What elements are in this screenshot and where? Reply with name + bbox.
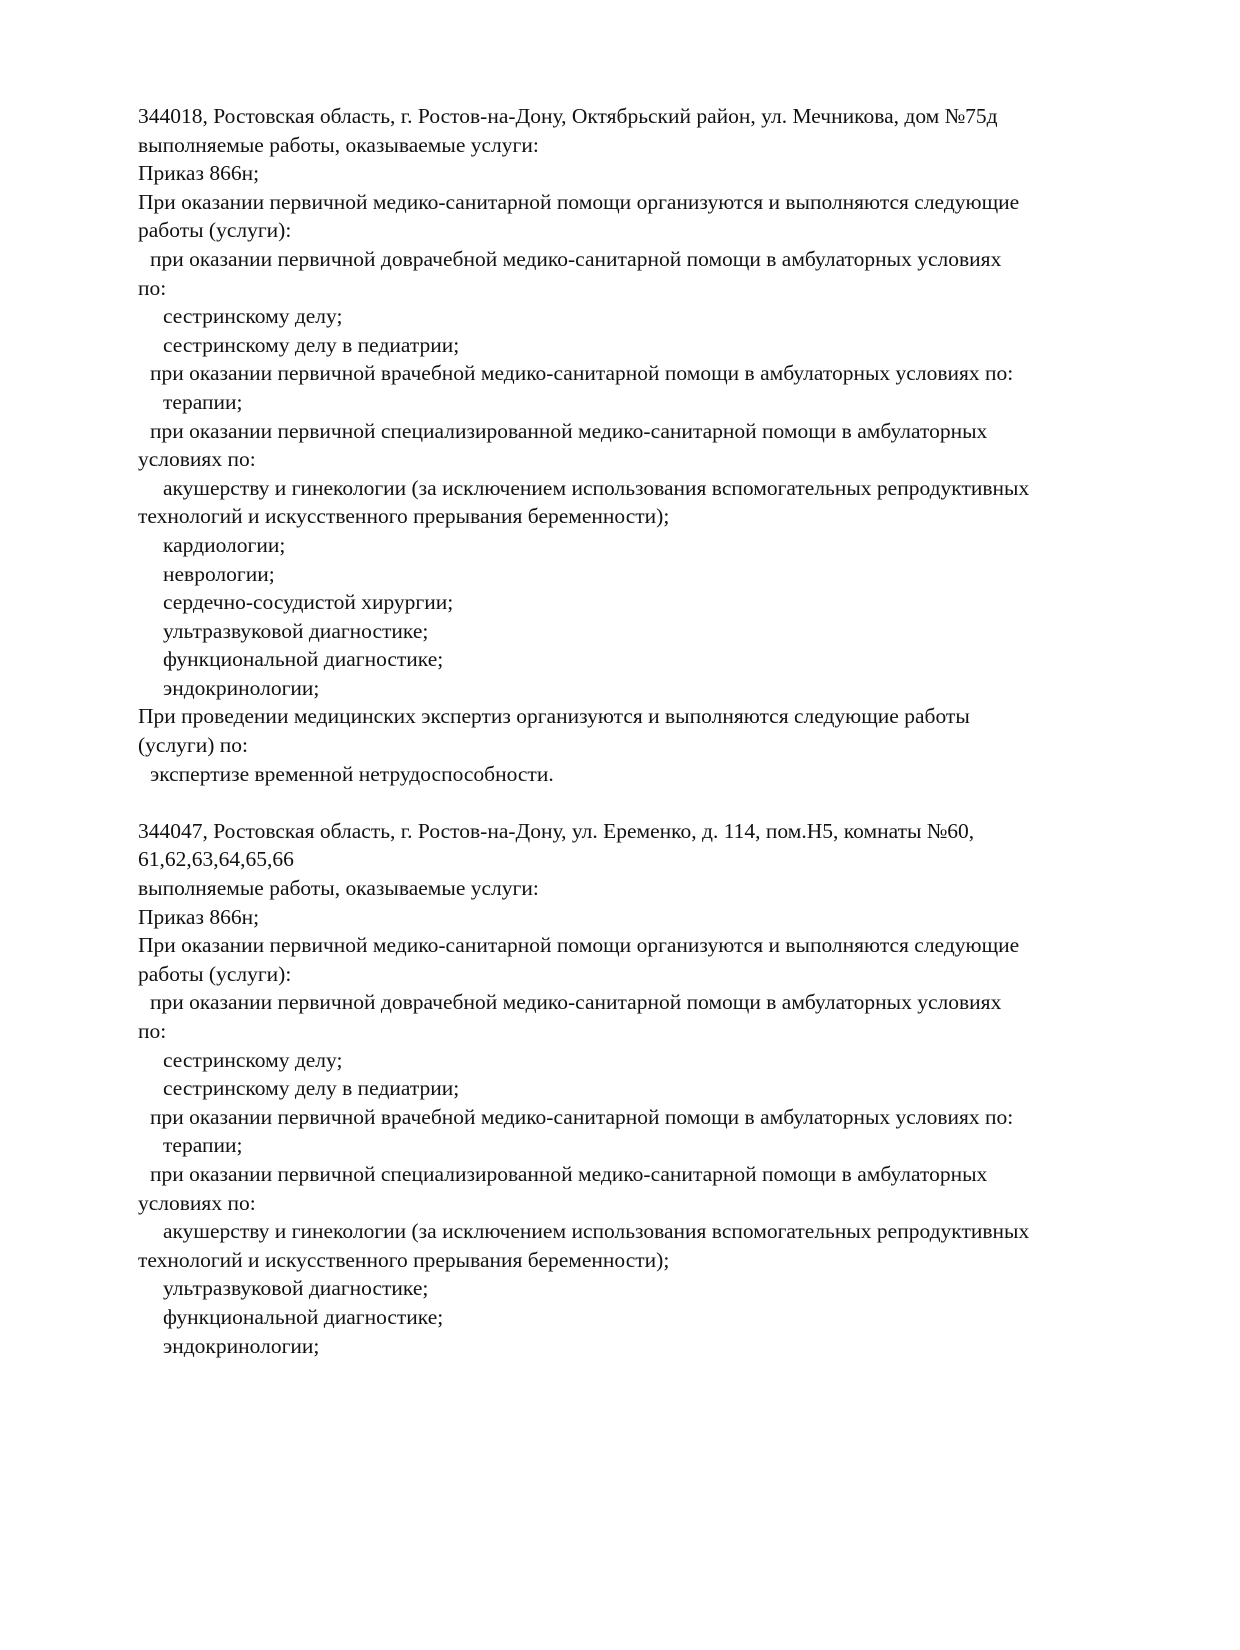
text-line: условиях по:: [138, 447, 256, 472]
text-line: 61,62,63,64,65,66: [138, 847, 294, 872]
document-page: [138, 102, 1138, 1360]
text-line: функциональной диагностике;: [163, 647, 444, 672]
text-line: по:: [138, 275, 167, 300]
text-line: выполняемые работы, оказываемые услуги:: [138, 876, 539, 901]
text-line: ультразвуковой диагностике;: [163, 618, 429, 643]
text-line: при оказании первичной специализированной медико-санитарной помощи в амбулаторных: [150, 1161, 988, 1186]
text-line: терапии;: [163, 389, 243, 414]
text-line: работы (услуги):: [138, 218, 292, 243]
text-line: работы (услуги):: [138, 961, 292, 986]
text-line: сестринскому делу в педиатрии;: [163, 332, 460, 357]
text-line: неврологии;: [163, 561, 275, 586]
text-line: сестринскому делу в педиатрии;: [163, 1076, 460, 1101]
address-section: [138, 102, 1138, 788]
text-line: При оказании первичной медико-санитарной помощи организуются и выполняются следующие: [138, 189, 1020, 214]
text-line: ультразвуковой диагностике;: [163, 1276, 429, 1301]
text-line: Приказ 866н;: [138, 161, 260, 186]
address-section: [138, 817, 1138, 1360]
text-line: выполняемые работы, оказываемые услуги:: [138, 132, 539, 157]
text-line: при оказании первичной врачебной медико-санитарной помощи в амбулаторных условиях по:: [150, 361, 1014, 386]
text-line: по:: [138, 1019, 167, 1043]
text-line: сестринскому делу;: [163, 1047, 343, 1072]
text-line: При проведении медицинских экспертиз организуются и выполняются следующие работы: [138, 704, 970, 729]
text-line: При оказании первичной медико-санитарной помощи организуются и выполняются следующие: [138, 933, 1020, 958]
text-line: экспертизе временной нетрудоспособности.: [150, 761, 554, 786]
text-line: акушерству и гинекологии (за исключением использования вспомогательных репродуктивных: [163, 475, 1030, 500]
text-line: 344047, Ростовская область, г. Ростов-на-Дону, ул. Еременко, д. 114, пом.Н5, комнаты №60,: [138, 818, 975, 843]
text-line: 344018, Ростовская область, г. Ростов-на-Дону, Октябрьский район, ул. Мечникова, дом №75д: [138, 104, 998, 128]
text-line: сестринскому делу;: [163, 304, 343, 329]
text-line: (услуги) по:: [138, 733, 249, 758]
text-line: кардиологии;: [163, 532, 286, 557]
text-line: при оказании первичной доврачебной медико-санитарной помощи в амбулаторных условиях: [150, 990, 1002, 1015]
text-line: терапии;: [163, 1133, 243, 1158]
text-line: при оказании первичной врачебной медико-санитарной помощи в амбулаторных условиях по:: [150, 1104, 1014, 1129]
text-line: технологий и искусственного прерывания беременности);: [138, 1247, 670, 1272]
text-line: эндокринологии;: [163, 1333, 320, 1358]
text-line: сердечно-сосудистой хирургии;: [163, 590, 454, 615]
text-line: Приказ 866н;: [138, 904, 260, 929]
text-line: акушерству и гинекологии (за исключением использования вспомогательных репродуктивных: [163, 1219, 1030, 1244]
text-line: при оказании первичной доврачебной медико-санитарной помощи в амбулаторных условиях: [150, 246, 1002, 271]
text-line: технологий и искусственного прерывания беременности);: [138, 504, 670, 529]
text-line: условиях по:: [138, 1190, 256, 1215]
section-gap: [138, 788, 1138, 817]
text-line: функциональной диагностике;: [163, 1304, 444, 1329]
text-line: эндокринологии;: [163, 675, 320, 700]
text-line: при оказании первичной специализированной медико-санитарной помощи в амбулаторных: [150, 418, 988, 443]
